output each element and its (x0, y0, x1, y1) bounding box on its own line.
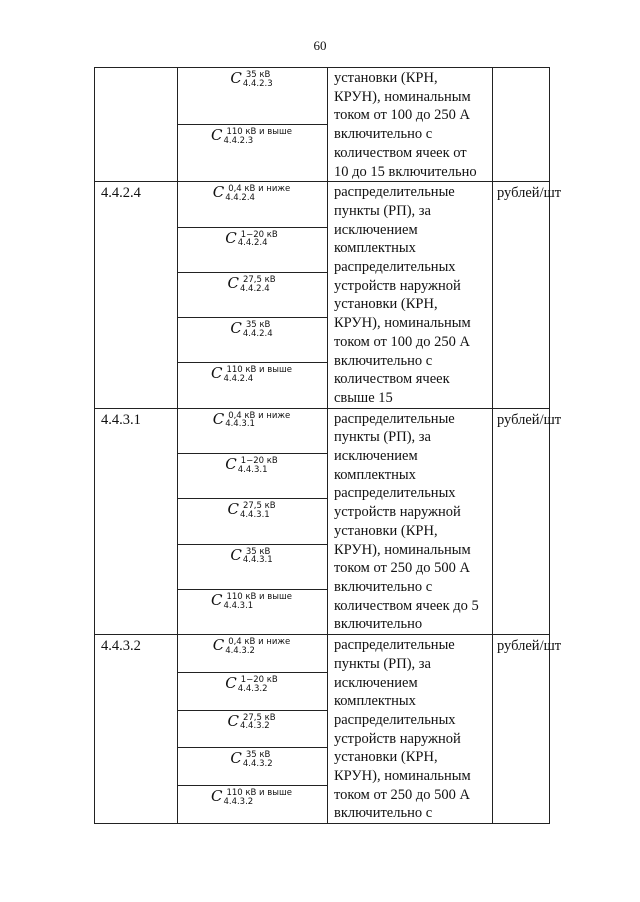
rate-symbol (230, 71, 274, 89)
rate-symbol (213, 638, 293, 656)
voltage-label: 110 кВ и выше (226, 591, 293, 602)
rate-symbol (230, 321, 274, 339)
rate-symbol-cell (178, 272, 328, 317)
description-line: включительно с (334, 126, 433, 143)
rate-symbol-cell (178, 318, 328, 363)
rate-letter: C (210, 787, 223, 806)
index-label: 4.4.3.2 (225, 645, 255, 656)
voltage-label: 35 кВ (245, 320, 271, 331)
description-line: током от 250 до 500 А (334, 560, 470, 577)
rate-letter: C (210, 364, 223, 383)
rate-symbol-cell (178, 748, 328, 786)
rate-symbol-cell (178, 499, 328, 544)
description-line: включительно (334, 616, 423, 633)
voltage-label: 27,5 кВ (242, 274, 276, 285)
description-line: КРУН), номинальным (334, 88, 471, 105)
rate-symbol (230, 545, 274, 566)
rate-letter: C (230, 545, 242, 564)
rate-symbol (211, 789, 294, 807)
description-line: КРУН), номинальным (334, 768, 471, 785)
description-line: устройств наружной (334, 730, 461, 747)
rate-letter: C (230, 749, 242, 768)
index-label: 4.4.3.1 (237, 464, 268, 475)
voltage-label: 0,4 кВ и ниже (228, 410, 291, 421)
table-row (95, 635, 550, 673)
index-label: 4.4.2.4 (225, 193, 255, 204)
index-label: 4.4.2.4 (223, 374, 254, 385)
description-line: комплектных (334, 693, 416, 710)
description-line: распределительных (334, 711, 456, 728)
voltage-label: 35 кВ (245, 546, 271, 557)
index-label: 4.4.3.2 (239, 721, 270, 732)
rate-symbol (227, 711, 277, 732)
unit-cell: рублей/шт (493, 182, 550, 408)
item-code: 4.4.3.2 (95, 635, 178, 824)
rate-symbol-cell (178, 227, 328, 272)
description-line: установки (КРН, (334, 749, 438, 766)
rate-letter: C (212, 636, 225, 655)
description-line: током от 100 до 250 А (334, 333, 470, 350)
rate-letter: C (225, 454, 237, 473)
rate-letter: C (212, 409, 225, 428)
description-line: комплектных (334, 240, 416, 257)
item-description (328, 68, 493, 182)
description-line: включительно с (334, 805, 433, 822)
rate-letter: C (210, 590, 223, 609)
description-line: включительно с (334, 352, 433, 369)
voltage-label: 110 кВ и выше (226, 127, 293, 138)
description-line: количеством ячеек от (334, 144, 467, 161)
rate-symbol (213, 185, 293, 203)
unit-cell (493, 68, 550, 182)
rate-symbol (227, 502, 277, 520)
rate-letter: C (225, 673, 237, 692)
rate-symbol-cell (178, 182, 328, 227)
rate-symbol-cell (178, 786, 328, 824)
index-label: 4.4.2.4 (242, 328, 273, 339)
description-line: КРУН), номинальным (334, 315, 471, 332)
description-line: количеством ячеек до 5 (334, 597, 479, 614)
description-line: током от 250 до 500 А (334, 786, 470, 803)
rate-symbol-cell (178, 544, 328, 589)
voltage-label: 1−20 кВ (240, 229, 278, 240)
rate-symbol (230, 751, 274, 769)
voltage-label: 1−20 кВ (240, 455, 278, 466)
table-row (95, 68, 550, 125)
description-line: пункты (РП), за (334, 202, 431, 219)
unit-cell: рублей/шт (493, 635, 550, 824)
rate-symbol (210, 590, 294, 611)
item-description (328, 408, 493, 634)
index-label: 4.4.3.2 (237, 683, 268, 694)
item-code (95, 68, 178, 182)
description-line: комплектных (334, 466, 416, 483)
description-line: устройств наружной (334, 277, 461, 294)
rate-symbol (211, 128, 294, 146)
rate-letter: C (230, 319, 242, 338)
description-line: пункты (РП), за (334, 429, 431, 446)
description-line: количеством ячеек (334, 371, 450, 388)
voltage-label: 27,5 кВ (242, 712, 276, 723)
index-label: 4.4.2.4 (237, 238, 268, 249)
rate-letter: C (227, 500, 239, 519)
rate-letter: C (210, 126, 223, 145)
description-line: КРУН), номинальным (334, 541, 471, 558)
description-line: распределительные (334, 184, 455, 201)
index-label: 4.4.3.2 (223, 797, 254, 808)
description-line: пункты (РП), за (334, 655, 431, 672)
rate-symbol-cell (178, 672, 328, 710)
description-line: исключением (334, 221, 418, 238)
rate-letter: C (225, 228, 237, 247)
index-label: 4.4.3.1 (242, 555, 273, 566)
rate-symbol-cell (178, 363, 328, 408)
description-line: распределительных (334, 485, 456, 502)
table-row (95, 182, 550, 227)
rate-symbol (211, 366, 294, 384)
index-label: 4.4.2.3 (242, 78, 273, 89)
voltage-label: 110 кВ и выше (226, 788, 293, 799)
description-line: распределительные (334, 637, 455, 654)
description-line: свыше 15 (334, 389, 393, 406)
rate-letter: C (212, 183, 225, 202)
table-row (95, 408, 550, 453)
rate-symbol-cell (178, 635, 328, 673)
description-line: исключением (334, 674, 418, 691)
voltage-label: 0,4 кВ и ниже (228, 184, 291, 195)
rate-symbol (225, 673, 280, 694)
rate-symbol-cell (178, 125, 328, 182)
rate-symbol-cell (178, 68, 328, 125)
description-line: включительно с (334, 578, 433, 595)
rate-symbol-cell (178, 710, 328, 748)
unit-cell: рублей/шт (493, 408, 550, 634)
voltage-label: 1−20 кВ (240, 674, 278, 685)
description-line: установки (КРН, (334, 70, 438, 86)
voltage-label: 27,5 кВ (242, 501, 276, 512)
index-label: 4.4.3.1 (225, 419, 255, 430)
rate-symbol-cell (178, 453, 328, 498)
description-line: током от 100 до 250 А (334, 107, 470, 124)
item-description (328, 182, 493, 408)
index-label: 4.4.3.1 (239, 510, 270, 521)
voltage-label: 110 кВ и выше (226, 365, 293, 376)
tariff-table (94, 67, 562, 824)
page-number: 60 (313, 38, 327, 53)
rate-symbol (212, 409, 293, 430)
rate-symbol-cell (178, 408, 328, 453)
index-label: 4.4.2.4 (239, 283, 270, 294)
index-label: 4.4.2.3 (223, 135, 254, 146)
rate-symbol-cell (178, 589, 328, 634)
rate-letter: C (230, 69, 242, 87)
item-description (328, 635, 493, 824)
rate-symbol (227, 273, 277, 294)
description-line: распределительные (334, 410, 455, 427)
description-line: установки (КРН, (334, 522, 438, 539)
voltage-label: 35 кВ (245, 70, 271, 80)
item-code: 4.4.2.4 (95, 182, 178, 408)
description-line: установки (КРН, (334, 296, 438, 313)
description-line: 10 до 15 включительно (334, 163, 477, 180)
rate-symbol (225, 454, 280, 475)
description-line: устройств наружной (334, 504, 461, 521)
item-code: 4.4.3.1 (95, 408, 178, 634)
index-label: 4.4.3.1 (223, 600, 254, 611)
rate-letter: C (227, 711, 239, 730)
description-line: исключением (334, 448, 418, 465)
description-line: распределительных (334, 259, 456, 276)
voltage-label: 35 кВ (245, 750, 271, 761)
voltage-label: 0,4 кВ и ниже (228, 637, 291, 648)
rate-symbol (225, 228, 280, 249)
index-label: 4.4.3.2 (242, 759, 273, 770)
rate-letter: C (227, 273, 239, 292)
